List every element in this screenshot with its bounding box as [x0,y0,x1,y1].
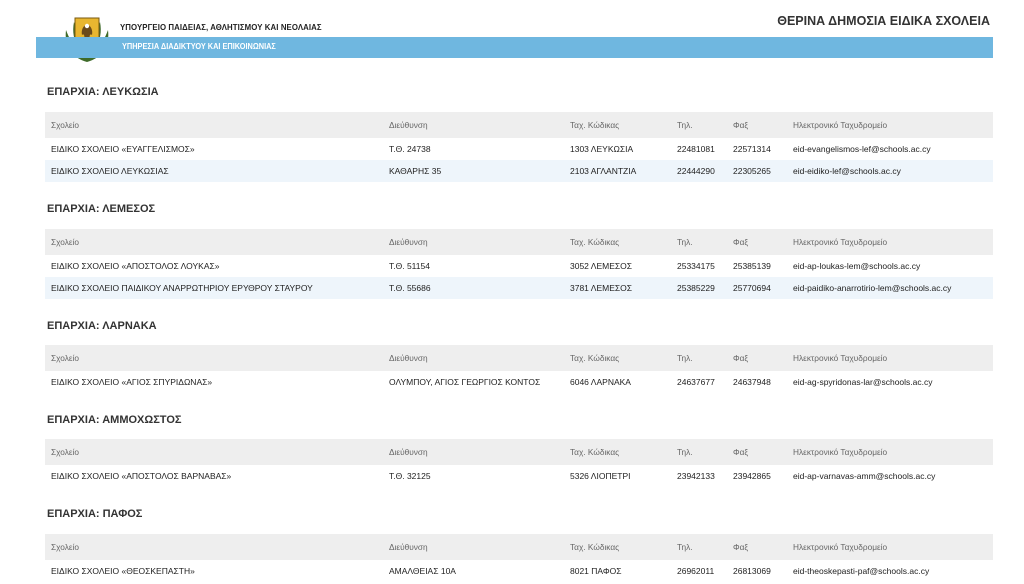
district-heading: ΕΠΑΡΧΙΑ: ΛΕΥΚΩΣΙΑ [47,86,159,98]
column-header-phone: Τηλ. [671,112,727,138]
column-header-phone: Τηλ. [671,229,727,255]
schools-table [45,112,993,182]
column-header-address: Διεύθυνση [383,439,564,465]
phone: 22444290 [671,160,727,182]
table-row [45,160,993,182]
email: eid-evangelismos-lef@schools.ac.cy [793,144,931,154]
column-header-address: Διεύθυνση [383,112,564,138]
postcode: 3052 ΛΕΜΕΣΟΣ [570,261,633,271]
table-header-row [45,534,993,560]
page-header [0,0,1024,70]
schools-table [45,229,993,299]
header-bar [36,37,993,58]
phone: 23942133 [677,471,715,481]
address: Τ.Θ. 24738 [389,144,431,154]
column-header-school: Σχολείο [45,439,383,465]
column-header-school: Σχολείο [45,229,383,255]
phone: 24637677 [677,377,715,387]
service-name: ΥΠΗΡΕΣΙΑ ΔΙΑΔΙΚΤΥΟΥ ΚΑΙ ΕΠΙΚΟΙΝΩΝΙΑΣ [122,42,276,51]
column-header-postcode: Ταχ. Κώδικας [564,345,671,371]
table-header-row [45,112,993,138]
column-header-address: Διεύθυνση [383,345,564,371]
table-header-row [45,345,993,371]
column-header-postcode: Ταχ. Κώδικας [564,229,671,255]
district-heading: ΕΠΑΡΧΙΑ: ΠΑΦΟΣ [47,508,143,520]
page-title: ΘΕΡΙΝΑ ΔΗΜΟΣΙΑ ΕΙΔΙΚΑ ΣΧΟΛΕΙΑ [777,14,990,28]
table-row [45,255,993,277]
address: Τ.Θ. 55686 [383,277,564,299]
column-header-school: Σχολείο [45,112,383,138]
email: eid-eidiko-lef@schools.ac.cy [787,160,993,182]
fax: 23942865 [733,471,771,481]
address: Τ.Θ. 32125 [389,471,431,481]
fax: 25770694 [727,277,787,299]
postcode: 3781 ΛΕΜΕΣΟΣ [564,277,671,299]
district-heading: ΕΠΑΡΧΙΑ: ΛΕΜΕΣΟΣ [47,203,156,215]
phone: 25385229 [671,277,727,299]
email: eid-ap-loukas-lem@schools.ac.cy [793,261,921,271]
column-header-email: Ηλεκτρονικό Ταχυδρομείο [787,534,993,560]
column-header-postcode: Ταχ. Κώδικας [564,439,671,465]
school-name: ΕΙΔΙΚΟ ΣΧΟΛΕΙΟ «ΕΥΑΓΓΕΛΙΣΜΟΣ» [51,144,195,154]
phone: 25334175 [677,261,715,271]
column-header-email: Ηλεκτρονικό Ταχυδρομείο [787,112,993,138]
table-row [45,371,993,393]
postcode: 2103 ΑΓΛΑΝΤΖΙΑ [564,160,671,182]
phone: 26962011 [677,566,715,576]
school-name: ΕΙΔΙΚΟ ΣΧΟΛΕΙΟ ΛΕΥΚΩΣΙΑΣ [45,160,383,182]
schools-table [45,345,993,393]
fax: 24637948 [733,377,771,387]
address: ΑΜΑΛΘΕΙΑΣ 10Α [389,566,456,576]
address: Τ.Θ. 51154 [389,261,430,271]
table-row [45,560,993,582]
column-header-fax: Φαξ [727,345,787,371]
column-header-phone: Τηλ. [671,534,727,560]
postcode: 8021 ΠΑΦΟΣ [570,566,622,576]
email: eid-ag-spyridonas-lar@schools.ac.cy [793,377,933,387]
column-header-school: Σχολείο [45,345,383,371]
column-header-address: Διεύθυνση [383,229,564,255]
column-header-fax: Φαξ [727,439,787,465]
school-name: ΕΙΔΙΚΟ ΣΧΟΛΕΙΟ «ΑΓΙΟΣ ΣΠΥΡΙΔΩΝΑΣ» [51,377,213,387]
column-header-address: Διεύθυνση [383,534,564,560]
fax: 26813069 [733,566,771,576]
column-header-fax: Φαξ [727,112,787,138]
fax: 22305265 [727,160,787,182]
table-row [45,138,993,160]
postcode: 1303 ΛΕΥΚΩΣΙΑ [570,144,634,154]
school-name: ΕΙΔΙΚΟ ΣΧΟΛΕΙΟ «ΑΠΟΣΤΟΛΟΣ ΛΟΥΚΑΣ» [51,261,220,271]
email: eid-theoskepasti-paf@schools.ac.cy [793,566,930,576]
address: ΚΑΘΑΡΗΣ 35 [383,160,564,182]
postcode: 6046 ΛΑΡΝΑΚΑ [570,377,631,387]
phone: 22481081 [677,144,715,154]
school-name: ΕΙΔΙΚΟ ΣΧΟΛΕΙΟ «ΘΕΟΣΚΕΠΑΣΤΗ» [51,566,195,576]
district-heading: ΕΠΑΡΧΙΑ: ΑΜΜΟΧΩΣΤΟΣ [47,414,182,426]
ministry-name: ΥΠΟΥΡΓΕΙΟ ΠΑΙΔΕΙΑΣ, ΑΘΛΗΤΙΣΜΟΥ ΚΑΙ ΝΕΟΛΑΙΑΣ [120,22,322,32]
column-header-postcode: Ταχ. Κώδικας [564,534,671,560]
table-row [45,465,993,487]
email: eid-paidiko-anarrotirio-lem@schools.ac.cy [787,277,993,299]
table-header-row [45,439,993,465]
column-header-phone: Τηλ. [671,345,727,371]
column-header-fax: Φαξ [727,534,787,560]
column-header-postcode: Ταχ. Κώδικας [564,112,671,138]
fax: 22571314 [733,144,771,154]
postcode: 5326 ΛΙΟΠΕΤΡΙ [570,471,631,481]
address: ΟΛΥΜΠΟΥ, ΑΓΙΟΣ ΓΕΩΡΓΙΟΣ ΚΟΝΤΟΣ [389,377,541,387]
column-header-email: Ηλεκτρονικό Ταχυδρομείο [787,229,993,255]
column-header-school: Σχολείο [45,534,383,560]
column-header-fax: Φαξ [727,229,787,255]
district-heading: ΕΠΑΡΧΙΑ: ΛΑΡΝΑΚΑ [47,320,157,332]
column-header-email: Ηλεκτρονικό Ταχυδρομείο [787,345,993,371]
school-name: ΕΙΔΙΚΟ ΣΧΟΛΕΙΟ ΠΑΙΔΙΚΟΥ ΑΝΑΡΡΩΤΗΡΙΟΥ ΕΡΥΘΡΟΥ ΣΤΑΥΡΟΥ [45,277,383,299]
column-header-phone: Τηλ. [671,439,727,465]
email: eid-ap-varnavas-amm@schools.ac.cy [793,471,936,481]
schools-table [45,439,993,487]
schools-table [45,534,993,582]
school-name: ΕΙΔΙΚΟ ΣΧΟΛΕΙΟ «ΑΠΟΣΤΟΛΟΣ ΒΑΡΝΑΒΑΣ» [51,471,232,481]
column-header-email: Ηλεκτρονικό Ταχυδρομείο [787,439,993,465]
table-header-row [45,229,993,255]
table-row [45,277,993,299]
fax: 25385139 [733,261,771,271]
